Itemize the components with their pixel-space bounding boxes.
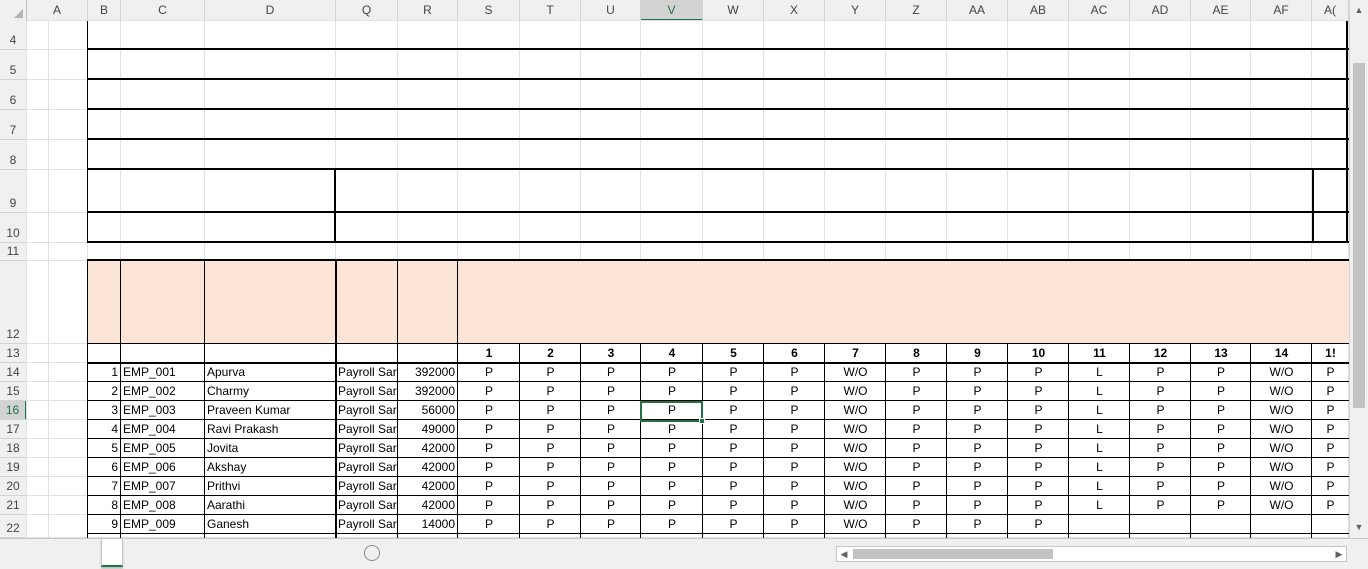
attendance-cell[interactable]: P [546, 365, 555, 379]
attendance-cell[interactable]: W/O [843, 422, 868, 436]
attendance-cell[interactable]: P [546, 498, 555, 512]
attendance-cell[interactable]: P [973, 365, 982, 379]
scroll-right-icon[interactable]: ▶ [1335, 549, 1343, 559]
attendance-cell[interactable]: P [912, 403, 921, 417]
column-header-aa[interactable]: AA [947, 0, 1008, 21]
attendance-cell[interactable]: P [546, 517, 555, 531]
employee-code-cell[interactable]: EMP_001 [123, 365, 176, 379]
attendance-cell[interactable]: P [973, 460, 982, 474]
column-header-ac[interactable]: AC [1069, 0, 1130, 21]
attendance-cell[interactable]: L [1096, 479, 1103, 493]
day-header[interactable]: 13 [1214, 346, 1228, 360]
employee-name-cell[interactable]: Akshay [207, 460, 247, 474]
wages-cell[interactable]: 42000 [421, 460, 455, 474]
sl-no-cell[interactable]: 3 [111, 403, 118, 417]
row-header-16[interactable]: 16 [0, 401, 27, 420]
column-header-s[interactable]: S [458, 0, 520, 21]
attendance-cell[interactable]: P [546, 384, 555, 398]
attendance-cell[interactable]: P [1034, 365, 1043, 379]
column-header-w[interactable]: W [703, 0, 764, 21]
horizontal-scrollbar[interactable] [836, 546, 1347, 562]
horizontal-scroll-thumb[interactable] [853, 549, 1053, 559]
attendance-cell[interactable]: P [1156, 384, 1165, 398]
attendance-cell[interactable]: W/O [1269, 441, 1294, 455]
day-header[interactable]: 11 [1093, 346, 1106, 360]
row-header-14[interactable]: 14 [0, 363, 27, 382]
row-header-21[interactable]: 21 [0, 496, 27, 515]
attendance-cell[interactable]: P [1216, 422, 1225, 436]
attendance-cell[interactable]: P [790, 365, 799, 379]
rule-line-4[interactable] [88, 140, 1347, 168]
attendance-cell[interactable]: P [1326, 498, 1335, 512]
attendance-cell[interactable]: P [1034, 441, 1043, 455]
attendance-cell[interactable]: P [973, 441, 982, 455]
attendance-cell[interactable] [1191, 515, 1251, 534]
employee-name-cell[interactable]: Ganesh [207, 517, 250, 531]
attendance-cell[interactable]: P [729, 517, 738, 531]
rule-line-2[interactable] [88, 80, 1347, 108]
day-header[interactable]: 1 [485, 346, 493, 360]
attendance-cell[interactable]: P [1156, 422, 1165, 436]
attendance-cell[interactable]: P [973, 498, 982, 512]
selected-cell-indicator [640, 401, 703, 422]
employee-code-cell[interactable]: EMP_002 [123, 384, 176, 398]
column-header-af[interactable]: AF [1251, 0, 1312, 21]
attendance-cell[interactable]: P [1156, 479, 1165, 493]
attendance-cell[interactable]: W/O [1269, 498, 1294, 512]
employee-name-cell[interactable]: Charmy [207, 384, 250, 398]
column-header-u[interactable]: U [581, 0, 641, 21]
establishment-name-label[interactable] [88, 170, 334, 211]
row-header-13[interactable]: 13 [0, 344, 27, 363]
employee-code-cell[interactable]: EMP_008 [123, 498, 176, 512]
attendance-cell[interactable]: W/O [1269, 479, 1294, 493]
sl-no-cell[interactable]: 8 [111, 498, 118, 512]
attendance-cell[interactable]: P [1034, 403, 1043, 417]
attendance-cell[interactable]: P [546, 403, 555, 417]
attendance-cell[interactable]: P [790, 517, 799, 531]
attendance-cell[interactable]: P [973, 479, 982, 493]
row-header-15[interactable]: 15 [0, 382, 27, 401]
attendance-cell[interactable]: P [484, 498, 493, 512]
day-header[interactable]: 10 [1031, 346, 1046, 360]
vertical-scrollbar[interactable] [1349, 0, 1368, 538]
day-header[interactable]: 8 [913, 346, 920, 360]
attendance-cell[interactable]: P [606, 441, 615, 455]
attendance-cell[interactable]: P [912, 365, 921, 379]
attendance-cell[interactable]: P [606, 422, 615, 436]
attendance-cell[interactable]: P [667, 384, 676, 398]
day-header[interactable]: 14 [1274, 346, 1289, 360]
scroll-up-icon[interactable]: ▲ [1354, 5, 1364, 15]
employee-name-cell[interactable]: Praveen Kumar [207, 403, 291, 417]
attendance-cell[interactable]: P [790, 403, 799, 417]
attendance-cell[interactable]: P [729, 403, 738, 417]
sl-no-cell[interactable]: 2 [111, 384, 118, 398]
header-wages-fixed[interactable] [401, 266, 455, 340]
wages-cell[interactable]: 14000 [421, 517, 455, 531]
attendance-cell[interactable]: P [790, 498, 799, 512]
attendance-cell[interactable]: P [606, 384, 615, 398]
day-header[interactable]: 1! [1325, 346, 1336, 360]
sheet-title[interactable] [88, 21, 1347, 48]
attendance-cell[interactable]: P [606, 479, 615, 493]
attendance-cell[interactable]: P [912, 498, 921, 512]
column-header-c[interactable]: C [121, 0, 205, 21]
row-header-5[interactable]: 5 [0, 50, 27, 80]
attendance-cell[interactable]: P [667, 403, 676, 417]
attendance-cell[interactable]: W/O [843, 479, 868, 493]
attendance-cell[interactable]: P [606, 460, 615, 474]
attendance-cell[interactable]: P [606, 498, 615, 512]
wages-cell[interactable]: 42000 [421, 498, 455, 512]
attendance-cell[interactable]: L [1096, 498, 1103, 512]
attendance-cell[interactable]: P [606, 403, 615, 417]
unit-name-cell[interactable]: Payroll Sar [338, 403, 397, 417]
sl-no-cell[interactable]: 4 [111, 422, 118, 436]
attendance-cell[interactable]: L [1096, 403, 1103, 417]
fill-handle[interactable] [699, 418, 705, 424]
attendance-cell[interactable]: P [1034, 517, 1043, 531]
attendance-cell[interactable] [1251, 515, 1312, 534]
employee-code-cell[interactable]: EMP_004 [123, 422, 176, 436]
scroll-down-icon[interactable]: ▼ [1354, 522, 1364, 532]
unit-name-cell[interactable]: Payroll Sar [338, 460, 397, 474]
sl-no-cell[interactable]: 6 [111, 460, 118, 474]
wages-cell[interactable]: 42000 [421, 479, 455, 493]
attendance-cell[interactable]: P [1216, 441, 1225, 455]
add-sheet-icon[interactable] [364, 545, 380, 561]
attendance-cell[interactable]: L [1096, 365, 1103, 379]
day-header[interactable]: 3 [607, 346, 615, 360]
row-header-18[interactable]: 18 [0, 439, 27, 458]
unit-name-cell[interactable]: Payroll Sar [338, 365, 397, 379]
attendance-cell[interactable]: P [1326, 441, 1335, 455]
attendance-cell[interactable]: P [729, 479, 738, 493]
unit-name-cell[interactable]: Payroll Sar [338, 498, 397, 512]
attendance-cell[interactable]: L [1096, 460, 1103, 474]
day-header[interactable]: 5 [730, 346, 737, 360]
column-header-bar [0, 0, 1349, 21]
attendance-cell[interactable]: P [912, 384, 921, 398]
wages-cell[interactable]: 42000 [421, 441, 455, 455]
column-header-v[interactable]: V [641, 0, 703, 21]
column-header-ag[interactable]: A( [1312, 0, 1349, 21]
row-header-10[interactable]: 10 [0, 213, 27, 243]
column-header-q[interactable]: Q [336, 0, 398, 21]
attendance-cell[interactable]: P [973, 384, 982, 398]
attendance-cell[interactable]: W/O [843, 517, 868, 531]
row-header-17[interactable]: 17 [0, 420, 27, 439]
column-header-d[interactable]: D [205, 0, 336, 21]
column-header-y[interactable]: Y [825, 0, 886, 21]
day-header[interactable]: 9 [974, 346, 981, 360]
attendance-cell[interactable]: P [729, 365, 738, 379]
attendance-cell[interactable]: P [484, 460, 493, 474]
day-header[interactable]: 4 [668, 346, 676, 360]
column-header-ad[interactable]: AD [1130, 0, 1191, 21]
attendance-cell[interactable]: P [484, 517, 493, 531]
attendance-cell[interactable]: P [484, 422, 493, 436]
column-header-ab[interactable]: AB [1008, 0, 1069, 21]
attendance-cell[interactable]: P [729, 441, 738, 455]
attendance-cell[interactable]: P [729, 422, 738, 436]
attendance-cell[interactable]: P [729, 460, 738, 474]
attendance-cell[interactable]: P [1156, 441, 1165, 455]
sl-no-cell[interactable]: 9 [111, 517, 118, 531]
attendance-cell[interactable]: P [484, 403, 493, 417]
day-header[interactable]: 2 [547, 346, 554, 360]
attendance-cell[interactable]: W/O [843, 498, 868, 512]
rule-line-3[interactable] [88, 110, 1347, 138]
attendance-cell[interactable]: W/O [843, 403, 868, 417]
column-header-r[interactable]: R [398, 0, 458, 21]
attendance-cell[interactable]: P [790, 479, 799, 493]
attendance-cell[interactable] [1312, 515, 1349, 534]
attendance-cell[interactable]: W/O [843, 441, 868, 455]
row-header-7[interactable]: 7 [0, 110, 27, 140]
row-header-4[interactable]: 4 [0, 21, 27, 50]
header-employee-code[interactable] [140, 266, 170, 340]
attendance-cell[interactable]: P [484, 365, 493, 379]
employee-code-cell[interactable]: EMP_007 [123, 479, 176, 493]
row-header-12[interactable]: 12 [0, 261, 27, 344]
attendance-cell[interactable]: P [790, 441, 799, 455]
attendance-cell[interactable]: P [1216, 403, 1225, 417]
wages-cell[interactable]: 392000 [414, 384, 455, 398]
vertical-scroll-thumb[interactable] [1353, 63, 1365, 408]
attendance-cell[interactable]: L [1096, 422, 1103, 436]
employee-code-cell[interactable]: EMP_005 [123, 441, 176, 455]
employee-code-cell[interactable]: EMP_009 [123, 517, 176, 531]
attendance-cell[interactable]: P [667, 498, 676, 512]
wages-cell[interactable]: 56000 [421, 403, 455, 417]
row-header-19[interactable]: 19 [0, 458, 27, 477]
rule-line-1[interactable] [88, 50, 1347, 78]
employee-code-cell[interactable]: EMP_006 [123, 460, 176, 474]
attendance-cell[interactable]: P [1034, 498, 1043, 512]
column-header-x[interactable]: X [764, 0, 825, 21]
contractor-label[interactable] [88, 213, 334, 242]
attendance-cell[interactable]: W/O [1269, 365, 1294, 379]
attendance-cell[interactable]: W/O [1269, 403, 1294, 417]
select-all-corner-icon[interactable] [0, 0, 27, 21]
attendance-cell[interactable]: P [1034, 384, 1043, 398]
attendance-cell[interactable] [1130, 515, 1191, 534]
sheet-tab-bar [0, 538, 1368, 569]
attendance-cell[interactable]: P [1034, 460, 1043, 474]
attendance-cell[interactable]: P [484, 441, 493, 455]
attendance-cell[interactable]: P [667, 517, 676, 531]
attendance-cell[interactable]: P [484, 384, 493, 398]
attendance-cell[interactable]: W/O [1269, 422, 1294, 436]
attendance-cell[interactable]: P [790, 422, 799, 436]
attendance-cell[interactable]: P [1326, 460, 1335, 474]
attendance-cell[interactable]: P [1216, 365, 1225, 379]
tab-attendance[interactable] [101, 539, 123, 567]
column-header-b[interactable]: B [88, 0, 121, 21]
row-header-9[interactable]: 9 [0, 170, 27, 213]
sl-no-cell[interactable]: 7 [111, 479, 118, 493]
attendance-cell[interactable]: W/O [1269, 384, 1294, 398]
column-header-ae[interactable]: AE [1191, 0, 1251, 21]
scroll-left-icon[interactable]: ◀ [840, 549, 848, 559]
attendance-cell[interactable]: P [973, 403, 982, 417]
contractor-value[interactable] [336, 213, 1312, 242]
attendance-cell[interactable]: P [546, 479, 555, 493]
row-header-11[interactable]: 11 [0, 243, 27, 261]
employee-name-cell[interactable]: Prithvi [207, 479, 241, 493]
sl-no-cell[interactable]: 1 [111, 365, 118, 379]
column-header-t[interactable]: T [520, 0, 581, 21]
attendance-cell[interactable]: P [1156, 403, 1165, 417]
row-header-8[interactable]: 8 [0, 140, 27, 170]
employee-name-cell[interactable]: Aarathi [207, 498, 246, 512]
attendance-cell[interactable]: P [1034, 479, 1043, 493]
attendance-cell[interactable]: P [606, 517, 615, 531]
header-employee-name[interactable] [252, 266, 282, 340]
attendance-cell[interactable]: P [546, 460, 555, 474]
unit-name-cell[interactable]: Payroll Sar [338, 384, 397, 398]
unit-name-cell[interactable]: Payroll Sar [338, 422, 397, 436]
day-header[interactable]: 7 [852, 346, 859, 360]
attendance-cell[interactable]: P [912, 441, 921, 455]
attendance-cell[interactable]: L [1096, 384, 1103, 398]
day-header[interactable]: 6 [791, 346, 798, 360]
tab-calculations-sheet[interactable] [201, 539, 221, 567]
column-header-a[interactable]: A [27, 0, 88, 21]
attendance-cell[interactable]: P [1156, 498, 1165, 512]
attendance-cell[interactable]: P [912, 422, 921, 436]
attendance-cell[interactable]: P [912, 479, 921, 493]
attendance-cell[interactable]: P [729, 384, 738, 398]
row-header-22[interactable]: 22 [0, 515, 27, 538]
attendance-cell[interactable]: W/O [843, 460, 868, 474]
attendance-cell[interactable]: P [790, 384, 799, 398]
employee-name-cell[interactable]: Apurva [207, 365, 246, 379]
day-header[interactable]: 12 [1153, 346, 1168, 360]
attendance-cell[interactable]: P [973, 517, 982, 531]
wages-cell[interactable]: 392000 [414, 365, 455, 379]
attendance-cell[interactable]: P [973, 422, 982, 436]
attendance-cell[interactable]: P [484, 479, 493, 493]
column-header-z[interactable]: Z [886, 0, 947, 21]
attendance-cell[interactable]: P [1216, 460, 1225, 474]
attendance-cell[interactable]: L [1096, 441, 1103, 455]
attendance-cell[interactable]: P [546, 422, 555, 436]
attendance-cell[interactable]: P [667, 365, 676, 379]
attendance-cell[interactable]: P [667, 460, 676, 474]
attendance-cell[interactable]: P [1326, 365, 1335, 379]
row-header-20[interactable]: 20 [0, 477, 27, 496]
unit-name-cell[interactable]: Payroll Sar [338, 441, 397, 455]
attendance-cell[interactable]: P [912, 517, 921, 531]
attendance-cell[interactable]: P [1326, 422, 1335, 436]
attendance-cell[interactable]: P [790, 460, 799, 474]
establishment-name-value[interactable] [336, 170, 1312, 211]
row-header-6[interactable]: 6 [0, 80, 27, 110]
unit-name-cell[interactable]: Payroll Sar [338, 517, 397, 531]
attendance-cell[interactable]: P [667, 479, 676, 493]
attendance-cell[interactable]: P [1216, 498, 1225, 512]
employee-name-cell[interactable]: Ravi Prakash [207, 422, 279, 436]
attendance-cell[interactable]: P [546, 441, 555, 455]
attendance-cell[interactable]: W/O [843, 365, 868, 379]
employee-name-cell[interactable]: Jovita [207, 441, 239, 455]
attendance-cell[interactable]: W/O [843, 384, 868, 398]
attendance-cell[interactable]: P [1326, 479, 1335, 493]
attendance-cell[interactable]: P [667, 422, 676, 436]
attendance-cell[interactable]: P [1216, 384, 1225, 398]
header-unit-name[interactable] [358, 266, 374, 340]
attendance-cell[interactable]: P [1216, 479, 1225, 493]
attendance-cell[interactable]: P [1326, 384, 1335, 398]
attendance-cell[interactable]: P [606, 365, 615, 379]
employee-code-cell[interactable]: EMP_003 [123, 403, 176, 417]
sl-no-cell[interactable]: 5 [111, 441, 118, 455]
header-sl-no[interactable] [93, 266, 117, 340]
attendance-cell[interactable]: P [1034, 422, 1043, 436]
attendance-cell[interactable] [1069, 515, 1130, 534]
attendance-cell[interactable]: P [912, 460, 921, 474]
unit-name-cell[interactable]: Payroll Sar [338, 479, 397, 493]
attendance-cell[interactable]: P [1156, 365, 1165, 379]
wages-cell[interactable]: 49000 [421, 422, 455, 436]
attendance-cell[interactable]: P [667, 441, 676, 455]
attendance-cell[interactable]: P [1156, 460, 1165, 474]
attendance-cell[interactable]: P [1326, 403, 1335, 417]
attendance-cell[interactable]: P [729, 498, 738, 512]
attendance-cell[interactable]: W/O [1269, 460, 1294, 474]
